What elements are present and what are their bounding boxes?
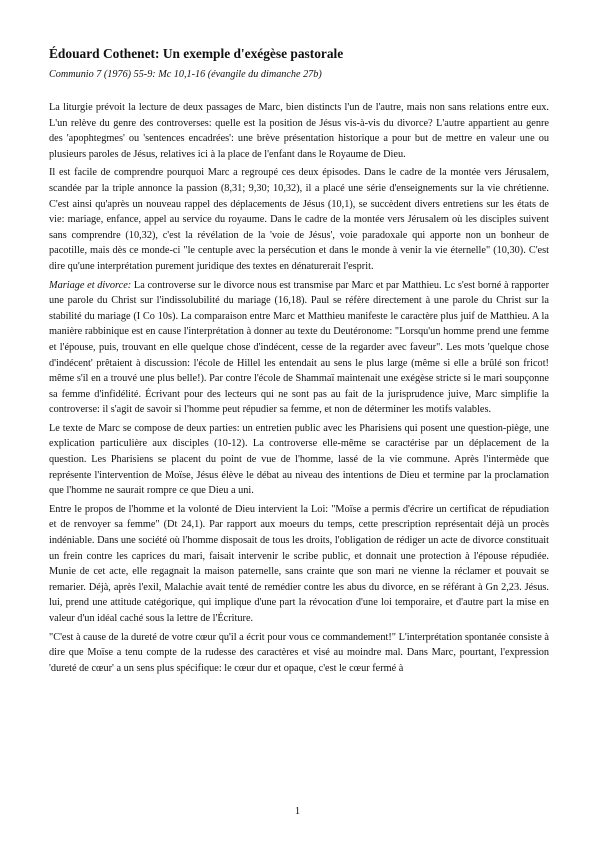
paragraph xyxy=(49,165,549,274)
document-page xyxy=(49,46,549,679)
paragraph xyxy=(49,502,549,627)
document-subtitle: Communio 7 (1976) 55-9: Mc 10,1-16 (évangile du dimanche 27b) xyxy=(49,69,322,80)
paragraph-text: La liturgie prévoit la lecture de deux passages de Marc, bien distincts l'un de l'autre, mais non sans relations entre eux. L'un relève du genre des controverses: quelle est la position de Jésus vis-à-vis du divorce? L'autre appartient au genre des 'apophtegmes' ou 'sentences encadrées': une brève présentation historique a pour but de mettre en valeur une ou plusieurs paroles de Jésus, relatives ici à la place de l'enfant dans le Royaume de Dieu. xyxy=(49,102,549,160)
paragraph-text: Il est facile de comprendre pourquoi Marc a regroupé ces deux épisodes. Dans le cadre de la montée vers Jérusalem, scandée par la triple annonce la passion (8,31; 9,30; 10,32), il a placé une série d'enseignements sur la vie chrétienne. C'est ainsi qu'après un nouveau rappel des déplacements de Jésus (10,1), se succèdent divers entretiens sur les états de vie: mariage, enfance, appel au service du royaume. Dans le cadre de la montée vers Jérusalem où les disciples suivent sans comprendre (10,32), c'est la révélation de la 'voie de Jésus', voie paradoxale qui apporte non un bonheur de pacotille, mais dès ce monde-ci "le centuple avec la persécution et dans le monde à venir la vie éternelle" (10,30). C'est dire qu'une interprétation purement juridique des textes en dénaturerait l'esprit. xyxy=(49,167,549,272)
paragraph xyxy=(49,421,549,499)
paragraph-text: "C'est à cause de la dureté de votre cœur qu'il a écrit pour vous ce commandement!" L'interprétation spontanée consiste à dire que Moïse a tenu compte de la rudesse des caractères et visé au moindre mal. Dans Marc, pourtant, l'expression 'dureté de cœur' a un sens plus spécifique: le cœur dur et opaque, c'est le cœur fermé à xyxy=(49,631,549,674)
paragraph xyxy=(49,278,549,418)
paragraph-text: La controverse sur le divorce nous est transmise par Marc et par Matthieu. Lc s'est borné à rapporter une parole du Christ sur l'indissolubilité du mariage (16,18). Paul se réfère directement à une parole du Christ sur la stabilité du mariage (I Co 10s). La comparaison entre Marc et Matthieu manifeste le caractère plus juif de Matthieu. A la manière rabbinique est en cause l'interprétation à donner au texte du Deutéronome: "Lorsqu'un homme prend une femme et l'épouse, puis, trouvant en elle quelque chose d'indécent, cesse de la regarder avec faveur". Les mots 'quelque chose d'indécent' prêtaient à discussion: l'école de Hillel les entendait au sens le plus large (même si elle a brûlé son fricot! même s'il en a trouvé une plus belle!). Par contre l'école de Shammaï maintenait une exégèse stricte si le mari soupçonne sa femme d'infidélité. Écrivant pour des lecteurs qui ne sont pas au fait de la jurisprudence juive, Marc simplifie la controverse: il s'agit de savoir si l'homme peut répudier sa femme, et non de déterminer les motifs valables. xyxy=(49,279,549,416)
paragraph-text: Le texte de Marc se compose de deux parties: un entretien public avec les Pharisiens qui posent une question-piège, une explication particulière aux disciples (10-12). La controverse elle-même se caractérise par un déplacement de la question. Les Pharisiens se placent du point de vue de l'homme, lassé de la vie commune. Après l'intermède que représente l'intervention de Moïse, Jésus élève le débat au niveau des intentions de Dieu et termine par la proclamation que l'homme ne saurait rompre ce que Dieu a uni. xyxy=(49,422,549,497)
paragraph-lead: Mariage et divorce: xyxy=(49,279,132,291)
page-number: 1 xyxy=(294,806,301,817)
paragraph xyxy=(49,630,549,677)
paragraph xyxy=(49,100,549,162)
paragraph-text: Entre le propos de l'homme et la volonté de Dieu intervient la Loi: "Moïse a permis d'écrire un certificat de répudiation et de renvoyer sa femme" (Dt 24,1). Par rapport aux moeurs du temps, cette prescription représentait déjà un procès indéniable. Dans une société où l'homme disposait de tous les droits, l'obligation de rédiger un acte de divorce constituait un frein contre les caprices du mari, faisait intervenir le scribe public, et donnait une protection à l'épouse répudiée. Munie de cet acte, elle regagnait la maison paternelle, sans crainte que son mari ne vienne la réclamer et pouvait se remarier. Déjà, après l'exil, Malachie avait tenté de remédier contre les abus du divorce, en se référant à Gn 2,23. Jésus. lui, prend une attitude catégorique, qui implique d'une part la révocation d'une loi temporaire, et d'autre part la mise en valeur d'un idéal caché sous la lettre de l'Écriture. xyxy=(49,503,549,624)
document-title: Édouard Cothenet: Un exemple d'exégèse pastorale xyxy=(49,46,344,61)
